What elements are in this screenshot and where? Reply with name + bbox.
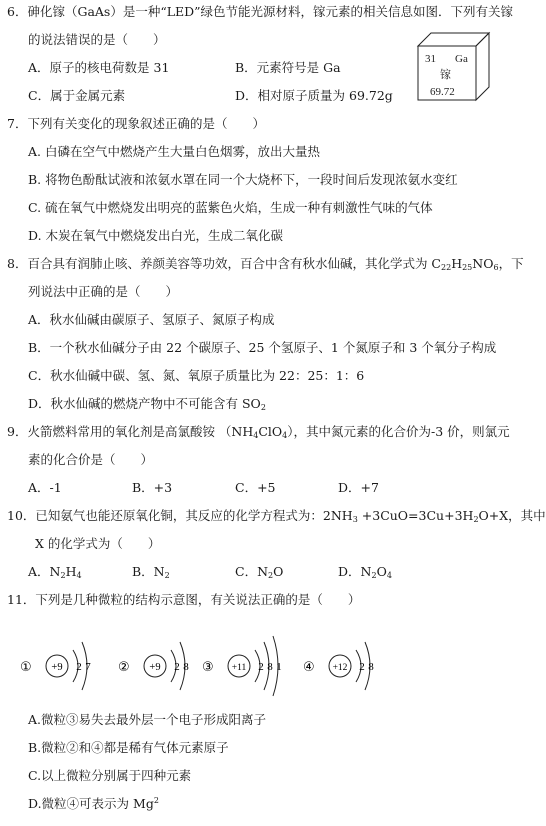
atom-label: ④ — [303, 660, 315, 675]
atom-label: ① — [20, 660, 32, 675]
q8-option-a[interactable]: A．秋水仙碱由碳原子、氢原子、氮原子构成 — [28, 312, 275, 327]
atom-diagram-3 — [202, 636, 282, 696]
electron-count: 2 — [76, 661, 82, 673]
atom-structure-diagrams — [20, 620, 420, 720]
q6-option-c[interactable]: C．属于金属元素 — [28, 88, 126, 103]
element-symbol: Ga — [455, 53, 468, 65]
electron-count: 8 — [183, 661, 189, 673]
electron-count: 1 — [276, 661, 282, 673]
q8-stem-line1: 8．百合具有润肺止咳、养颜美容等功效，百合中含有秋水仙碱，其化学式为 $C_{22}H_{25}NO_6$，下 — [7, 256, 524, 272]
q7-option-c[interactable]: C. 硫在氧气中燃烧发出明亮的蓝紫色火焰，生成一种有刺激性气味的气体 — [28, 200, 433, 215]
element-box — [418, 33, 489, 100]
q9-option-a[interactable]: A．-1 — [28, 480, 62, 495]
q9-option-b[interactable]: B．+3 — [132, 480, 173, 495]
atom-diagram-4 — [303, 642, 374, 690]
electron-count: 2 — [258, 661, 264, 673]
atom-diagram-2 — [118, 642, 189, 690]
element-name: 镓 — [440, 68, 451, 81]
q9-stem-line2: 素的化合价是（ ） — [28, 452, 154, 467]
q10-option-d[interactable]: D．$N_2O_4$ — [338, 564, 392, 580]
atom-diagram-1 — [20, 642, 91, 690]
q10-option-b[interactable]: B．$N_2$ — [132, 564, 170, 580]
q7-option-b[interactable]: B. 将物色酚酞试液和浓氨水罩在同一个大烧杯下，一段时间后发现浓氨水变红 — [28, 172, 458, 187]
element-atomic-number: 31 — [425, 53, 436, 65]
q9-option-c[interactable]: C．+5 — [235, 480, 276, 495]
nucleus-charge: +12 — [332, 663, 348, 673]
q10-option-c[interactable]: C．$N_2O$ — [235, 564, 284, 580]
electron-count: 2 — [174, 661, 180, 673]
electron-count: 2 — [359, 661, 365, 673]
q11-option-d[interactable]: D.微粒④可表示为 Mg$^2$ — [28, 796, 159, 811]
q10-stem-line2: X 的化学式为（ ） — [35, 536, 161, 551]
q8-option-c[interactable]: C．秋水仙碱中碳、氢、氮、氧原子质量比为 22：25：1：6 — [28, 368, 365, 383]
q9-option-d[interactable]: D．+7 — [338, 480, 379, 495]
q6-option-b[interactable]: B．元素符号是 Ga — [235, 60, 341, 75]
q6-stem-line2: 的说法错误的是（ ） — [28, 32, 166, 47]
q10-option-a[interactable]: A．$N_2H_4$ — [28, 564, 82, 580]
nucleus-charge: +9 — [149, 662, 161, 673]
element-atomic-mass: 69.72 — [430, 86, 455, 98]
electron-count: 8 — [368, 661, 374, 673]
q10-stem-line1: 10．已知氨气也能还原氧化铜，其反应的化学方程式为：$2NH_3 +3CuO=3Cu+3H_2O+X$，其中 — [7, 508, 546, 524]
atom-label: ③ — [202, 660, 214, 675]
q11-option-c[interactable]: C.以上微粒分别属于四种元素 — [28, 768, 192, 783]
atom-label: ② — [118, 660, 130, 675]
q6-option-a[interactable]: A．原子的核电荷数是 31 — [28, 60, 170, 75]
q9-stem-line1: 9．火箭燃料常用的氧化剂是高氯酸铵 $(NH_4ClO_4)$，其中氮元素的化合价为-3 价，则氯元 — [7, 424, 510, 440]
q7-stem: 7．下列有关变化的现象叙述正确的是（ ） — [7, 116, 265, 131]
q11-option-b[interactable]: B.微粒②和④都是稀有气体元素原子 — [28, 740, 229, 755]
q8-option-d[interactable]: D．秋水仙碱的燃烧产物中不可能含有 $SO_2$ — [28, 396, 266, 412]
electron-count: 7 — [85, 661, 91, 673]
q7-option-d[interactable]: D. 木炭在氧气中燃烧发出白光，生成二氧化碳 — [28, 228, 284, 243]
nucleus-charge: +11 — [231, 663, 247, 673]
q8-stem-line2: 列说法中正确的是（ ） — [28, 284, 179, 299]
q8-option-b[interactable]: B．一个秋水仙碱分子由 22 个碳原子、25 个氢原子、1 个氮原子和 3 个氧分子构成 — [28, 340, 497, 355]
electron-count: 8 — [267, 661, 273, 673]
q6-stem-line1: 6．砷化镓（GaAs）是一种“LED”绿色节能光源材料，镓元素的相关信息如图．下列有关镓 — [7, 4, 514, 19]
q11-stem: 11．下列是几种微粒的结构示意图，有关说法正确的是（ ） — [7, 592, 361, 607]
q11-option-a[interactable]: A.微粒③易失去最外层一个电子形成阳离子 — [28, 712, 267, 727]
q7-option-a[interactable]: A. 白磷在空气中燃烧产生大量白色烟雾，放出大量热 — [28, 144, 320, 159]
nucleus-charge: +9 — [51, 662, 63, 673]
q6-option-d[interactable]: D．相对原子质量为 69.72g — [235, 88, 393, 103]
